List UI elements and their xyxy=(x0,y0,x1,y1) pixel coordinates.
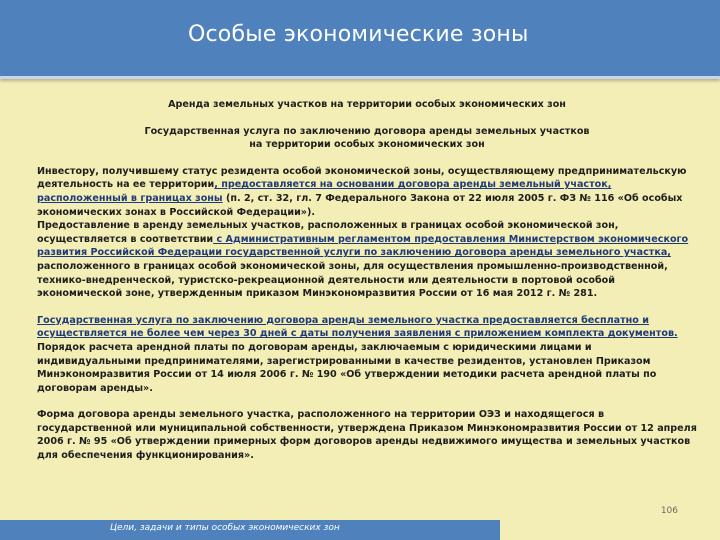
slide-body xyxy=(37,98,697,463)
regulation-link[interactable]: с Административным регламентом предоставления Министерством экономического развития Российской Федерации государственной услуги по заключению договора аренды земельного участка, xyxy=(37,233,689,259)
paragraph-investor-ref: (п. 2, ст. 32, гл. 7 Федерального Закона от 22 июля 2005 г. ФЗ № 116 «Об особых экономических зонах в Российской Федерации»). xyxy=(37,192,683,218)
paragraph-investor-text: Инвестору, получившему статус резидента особой экономической зоны, осуществляющему предпринимательскую деятельность на ее территории xyxy=(37,165,687,191)
page-number: 106 xyxy=(660,506,678,516)
service-title-line-2: на территории особых экономических зон xyxy=(249,139,485,151)
free-service-link[interactable]: Государственная услуга по заключению договора аренды земельного участка предоставляется бесплатно и осуществляется не более чем через 30 дней с даты получения заявления с приложением комплекта документов. xyxy=(37,314,678,340)
paragraph-lease-text: Предоставление в аренду земельных участков, расположенных в границах особой экономической зон, осуществляется в соответствии xyxy=(37,220,619,245)
paragraph-rent-calc: Порядок расчета арендной платы по договорам аренды, заключаемым с юридическими лицами и индивидуальными предпринимателями, зарегистрированными в качестве резидентов, установлен Приказом Минэкономразвития России от 14 июля 2006 г. № 190 «Об утверждении методики расчета арендной платы по договорам аренды». xyxy=(37,341,657,394)
paragraph-lease-rest: расположенного в границах особой экономической зоны, для осуществления промышленно-производственной, технико-внедренческой, туристско-рекреационной деятельности или деятельности в портовой особой экономической зоне, утвержденным приказом Минэкономразвития России от 16 мая 2012 г. № 281. xyxy=(37,260,668,300)
paragraph-investor-link[interactable]: , предоставляется на основании договора аренды земельный участок, расположенный в границах зоны xyxy=(37,179,612,204)
section-heading: Аренда земельных участков на территории особых экономических зон xyxy=(168,99,566,110)
paragraph-free-service xyxy=(37,314,697,341)
service-title-line-1: Государственная услуга по заключению договора аренды земельных участков xyxy=(144,125,590,137)
slide-title: Особые экономические зоны xyxy=(188,22,529,47)
title-bar xyxy=(0,0,720,79)
paragraph-contract-form: Форма договора аренды земельного участка, расположенного на территории ОЭЗ и находящегося в государственной или муниципальной собственности, утверждена Приказом Минэкономразвития России от 12 апреля 2006 г. № 95 «Об утверждении примерных форм договоров аренды недвижимого имущества и земельных участков для обеспечения функционирования». xyxy=(37,409,697,462)
footer-caption: Цели, задачи и типы особых экономических зон xyxy=(110,523,340,533)
paragraph-lease xyxy=(37,219,697,301)
paragraph-investor xyxy=(37,165,697,219)
footer-bar xyxy=(0,520,500,540)
